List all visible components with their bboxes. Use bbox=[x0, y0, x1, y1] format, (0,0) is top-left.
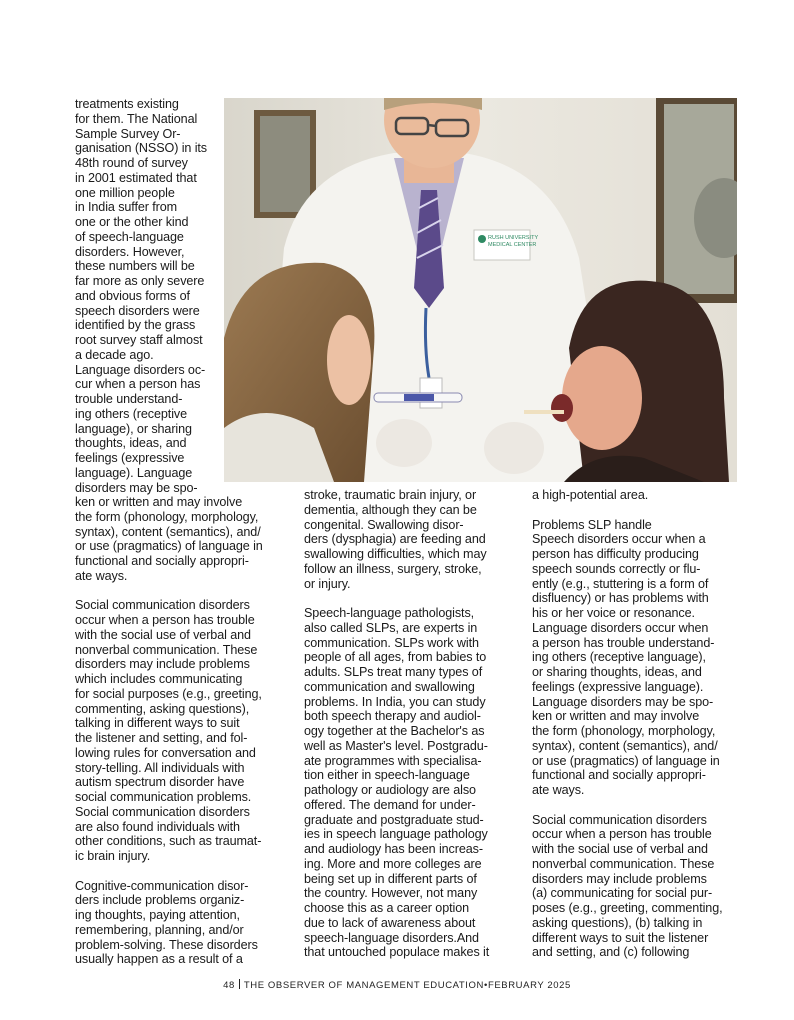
page-footer bbox=[0, 979, 794, 991]
text-line: Language disorders may be spo- bbox=[532, 694, 714, 709]
text-line: speech sounds correctly or flu- bbox=[532, 561, 701, 576]
text-line: syntax), content (semantics), and/ bbox=[75, 524, 261, 539]
text-line: communication and swallowing bbox=[304, 679, 475, 694]
text-line: ing others (receptive language), bbox=[532, 650, 706, 665]
text-line: with the social use of verbal and bbox=[532, 842, 708, 856]
text-line: in India suffer from bbox=[75, 200, 178, 215]
text-line: disorders may include problems bbox=[75, 657, 250, 672]
col2-text bbox=[304, 488, 489, 960]
text-line: the form (phonology, morphology, bbox=[532, 724, 716, 738]
text-line: nonverbal communication. These bbox=[532, 856, 715, 871]
text-line: speech disorders were bbox=[75, 303, 200, 318]
text-line: social communication problems. bbox=[75, 790, 252, 804]
text-line: choose this as a career option bbox=[304, 901, 470, 915]
text-line: identified by the grass bbox=[75, 318, 196, 333]
text-line: ing. More and more colleges are bbox=[304, 856, 482, 871]
col1-bottom-text bbox=[75, 495, 263, 967]
text-line: a decade ago. bbox=[75, 347, 154, 362]
text-line: speech-language disorders.And bbox=[304, 930, 479, 945]
article-photo bbox=[224, 98, 737, 482]
text-line: these numbers will be bbox=[75, 259, 195, 274]
badge-line2: MEDICAL CENTER bbox=[488, 242, 537, 248]
text-line bbox=[304, 591, 489, 606]
text-line: swallowing difficulties, which may bbox=[304, 547, 487, 561]
text-line: usually happen as a result of a bbox=[75, 952, 243, 967]
text-line: ing others (receptive bbox=[75, 406, 188, 421]
text-line: ently (e.g., stuttering is a form of bbox=[532, 576, 709, 591]
text-line: problem-solving. These disorders bbox=[75, 937, 258, 952]
text-line: Sample Survey Or- bbox=[75, 126, 181, 141]
text-line: feelings (expressive language). bbox=[532, 679, 704, 694]
text-line: language), or sharing bbox=[75, 421, 192, 436]
text-line: follow an illness, surgery, stroke, bbox=[304, 561, 482, 576]
text-line bbox=[75, 584, 263, 599]
text-line: a person has trouble understand- bbox=[532, 635, 715, 650]
text-line: ate programmes with specialisa- bbox=[304, 753, 482, 768]
publication-name: THE OBSERVER OF MANAGEMENT EDUCATION bbox=[243, 980, 484, 991]
text-line: the country. However, not many bbox=[304, 886, 478, 901]
text-line: are also found individuals with bbox=[75, 819, 240, 834]
text-line: lowing rules for conversation and bbox=[75, 745, 256, 760]
text-line: Social communication disorders bbox=[532, 812, 707, 827]
text-line: autism spectrum disorder have bbox=[75, 775, 245, 790]
text-line: disfluency) or has problems with bbox=[532, 591, 709, 606]
text-line: remembering, planning, and/or bbox=[75, 922, 244, 937]
text-line: syntax), content (semantics), and/ bbox=[532, 738, 718, 753]
text-line: Speech-language pathologists, bbox=[304, 606, 475, 620]
text-line: both speech therapy and audiol- bbox=[304, 709, 481, 724]
text-line: pathology or audiology are also bbox=[304, 783, 476, 797]
col3-text bbox=[532, 488, 723, 960]
text-line: talking in different ways to suit bbox=[75, 716, 240, 731]
text-line: dementia, although they can be bbox=[304, 502, 477, 517]
text-line: ogy together at the Bachelor's as bbox=[304, 724, 485, 738]
text-line: far more as only severe bbox=[75, 274, 205, 288]
text-line: ken or written and may involve bbox=[75, 495, 243, 509]
text-line: ganisation (NSSO) in its bbox=[75, 141, 207, 156]
text-line: functional and socially appropri- bbox=[532, 768, 706, 783]
text-line: due to lack of awareness about bbox=[304, 915, 476, 930]
text-line: Social communication disorders bbox=[75, 598, 250, 613]
text-line: people of all ages, from babies to bbox=[304, 650, 487, 665]
text-line: story-telling. All individuals with bbox=[75, 760, 245, 775]
text-line: occur when a person has trouble bbox=[532, 827, 712, 842]
issue-date: FEBRUARY 2025 bbox=[487, 980, 571, 991]
text-line: or use (pragmatics) of language in bbox=[75, 539, 263, 554]
text-line: ken or written and may involve bbox=[532, 709, 700, 724]
text-line: problems. In India, you can study bbox=[304, 694, 486, 709]
badge-line1: RUSH UNIVERSITY bbox=[488, 235, 539, 241]
text-line: person has difficulty producing bbox=[532, 547, 699, 561]
text-line: one million people bbox=[75, 185, 175, 200]
text-line: graduate and postgraduate stud- bbox=[304, 812, 484, 827]
text-line: disorders may be spo- bbox=[75, 480, 198, 495]
text-line: disorders. However, bbox=[75, 244, 185, 259]
text-line: with the social use of verbal and bbox=[75, 627, 251, 642]
text-line: ders include problems organiz- bbox=[75, 893, 245, 908]
text-line: congenital. Swallowing disor- bbox=[304, 517, 464, 532]
text-line: Speech disorders occur when a bbox=[532, 532, 706, 547]
text-line: trouble understand- bbox=[75, 392, 183, 406]
text-line: feelings (expressive bbox=[75, 451, 185, 465]
text-line: nonverbal communication. These bbox=[75, 642, 258, 657]
text-line: functional and socially appropri- bbox=[75, 554, 249, 568]
text-line: language). Language bbox=[75, 465, 193, 480]
text-line: stroke, traumatic brain injury, or bbox=[304, 488, 477, 502]
text-line: adults. SLPs treat many types of bbox=[304, 665, 483, 679]
text-line: ies in speech language pathology bbox=[304, 827, 488, 842]
text-line: 48th round of survey bbox=[75, 156, 188, 170]
text-line: ders (dysphagia) are feeding and bbox=[304, 532, 486, 547]
text-line: disorders may include problems bbox=[532, 871, 707, 886]
text-line: Language disorders occur when bbox=[532, 620, 709, 635]
text-line: offered. The demand for under- bbox=[304, 797, 476, 812]
text-line: being set up in different parts of bbox=[304, 871, 477, 886]
text-line: also called SLPs, are experts in bbox=[304, 620, 478, 635]
text-line: ic brain injury. bbox=[75, 849, 151, 863]
text-line: Problems SLP handle bbox=[532, 517, 652, 532]
text-line: the listener and setting, and fol- bbox=[75, 731, 248, 745]
text-line: other conditions, such as traumat- bbox=[75, 834, 262, 849]
text-line: cur when a person has bbox=[75, 377, 201, 392]
text-line: which includes communicating bbox=[75, 672, 243, 686]
text-line: tion either in speech-language bbox=[304, 768, 470, 783]
text-line: the form (phonology, morphology, bbox=[75, 509, 259, 524]
text-line: well as Master's level. Postgradu- bbox=[304, 738, 488, 753]
text-line: and obvious forms of bbox=[75, 288, 190, 303]
page-number: 48 bbox=[223, 980, 235, 991]
text-line bbox=[75, 864, 263, 879]
text-line: or use (pragmatics) of language in bbox=[532, 753, 720, 768]
footer-divider bbox=[239, 979, 240, 989]
text-line: root survey staff almost bbox=[75, 333, 203, 347]
text-line: and setting, and (c) following bbox=[532, 945, 690, 960]
col1-top-text bbox=[75, 97, 207, 495]
text-line: (a) communicating for social pur- bbox=[532, 886, 713, 901]
text-line: asking questions), (b) talking in bbox=[532, 915, 703, 930]
text-line: or injury. bbox=[304, 576, 351, 591]
text-line: communication. SLPs work with bbox=[304, 635, 479, 650]
text-line bbox=[532, 503, 723, 518]
text-line: for them. The National bbox=[75, 111, 198, 126]
text-line: occur when a person has trouble bbox=[75, 613, 255, 627]
text-line: a high-potential area. bbox=[532, 488, 649, 502]
text-line: Language disorders oc- bbox=[75, 362, 206, 377]
text-line: thoughts, ideas, and bbox=[75, 436, 187, 451]
text-line bbox=[532, 798, 723, 813]
text-line: in 2001 estimated that bbox=[75, 170, 197, 185]
footer-bullet: • bbox=[484, 980, 488, 991]
text-line: ing thoughts, paying attention, bbox=[75, 908, 240, 922]
text-line: commenting, asking questions), bbox=[75, 701, 250, 716]
text-line: of speech-language bbox=[75, 229, 184, 244]
text-line: different ways to suit the listener bbox=[532, 930, 709, 945]
text-line: or sharing thoughts, ideas, and bbox=[532, 665, 702, 679]
text-line: for social purposes (e.g., greeting, bbox=[75, 686, 262, 701]
text-line: poses (e.g., greeting, commenting, bbox=[532, 901, 723, 915]
text-line: Cognitive-communication disor- bbox=[75, 878, 249, 893]
text-line: one or the other kind bbox=[75, 215, 189, 229]
text-line: ate ways. bbox=[75, 568, 128, 583]
text-line: that untouched populace makes it bbox=[304, 945, 490, 960]
text-line: his or her voice or resonance. bbox=[532, 606, 695, 620]
text-line: and audiology has been increas- bbox=[304, 842, 483, 856]
text-line: ate ways. bbox=[532, 783, 585, 797]
text-line: Social communication disorders bbox=[75, 804, 250, 819]
text-line: treatments existing bbox=[75, 97, 179, 111]
